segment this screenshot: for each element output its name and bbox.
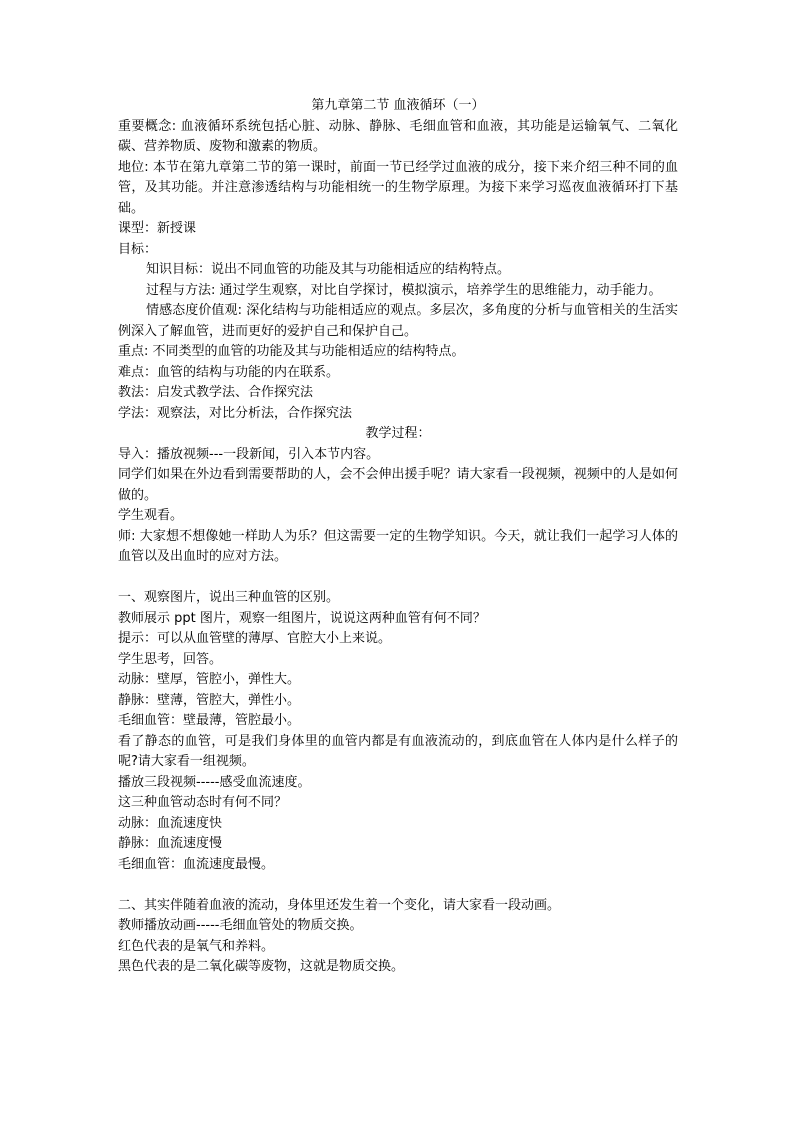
goal-knowledge: 知识目标：说出不同血管的功能及其与功能相适应的结构特点。: [146, 262, 511, 277]
capillary-structure: 毛细血管：壁最薄，管腔最小。: [118, 713, 301, 728]
goals-label: 目标：: [118, 241, 158, 257]
document-title: 第九章第二节 血液循环（一）: [311, 98, 485, 113]
difficulty: 难点：血管的结构与功能的内在联系。: [118, 364, 340, 380]
section2-red: 红色代表的是氧气和养料。: [118, 938, 275, 954]
lesson-type: 课型：新授课: [118, 221, 197, 236]
blank-line: [118, 568, 678, 589]
artery-structure: 动脉：壁厚，管腔小，弹性大。: [118, 672, 301, 687]
section1-transition: 看了静态的血管，可是我们身体里的血管内都是有血液流动的，到底血管在人体内是什么样子的呢?请大家看一组视频。: [118, 733, 678, 769]
learning-method: 学法：观察法，对比分析法，合作探究法: [118, 405, 353, 421]
vein-structure: 静脉：壁薄，管腔大，弹性小。: [118, 692, 301, 708]
blank-line: [118, 875, 678, 896]
intro-question: 同学们如果在外边看到需要帮助的人，会不会伸出援手呢？请大家看一段视频，视频中的人是如何做的。: [118, 467, 678, 503]
artery-speed: 动脉：血流速度快: [118, 815, 223, 831]
important-concept: 重要概念: 血液循环系统包括心脏、动脉、静脉、毛细血管和血液，其功能是运输氧气、二氧化碳、营养物质、废物和激素的物质。: [118, 118, 678, 154]
teacher-intro: 师: 大家想不想像她一样助人为乐？但这需要一定的生物学知识。今天，就让我们一起学习人体的血管以及出血时的应对方法。: [118, 528, 678, 564]
intro: 导入：播放视频---一段新闻，引入本节内容。: [118, 446, 380, 462]
students-watch: 学生观看。: [118, 508, 184, 523]
goal-process: 过程与方法: 通过学生观察，对比自学探讨，模拟演示，培养学生的思维能力，动手能力。: [146, 282, 662, 298]
section1-answer: 学生思考，回答。: [118, 651, 223, 667]
vein-speed: 静脉：血流速度慢: [118, 836, 223, 851]
process-heading: 教学过程：: [365, 426, 431, 441]
section2-heading: 二、其实伴随着血液的流动，身体里还发生着一个变化，请大家看一段动画。: [118, 897, 561, 913]
teaching-method: 教法：启发式教学法、合作探究法: [118, 385, 314, 400]
capillary-speed: 毛细血管：血流速度最慢。: [118, 856, 275, 872]
key-point: 重点: 不同类型的血管的功能及其与功能相适应的结构特点。: [118, 344, 465, 359]
section2-black: 黑色代表的是二氧化碳等废物，这就是物质交换。: [118, 959, 405, 974]
lesson-position: 地位: 本节在第九章第二节的第一课时，前面一节已经学过血液的成分，接下来介绍三种不同的血管，及其功能。并注意渗透结构与功能相统一的生物学原理。为接下来学习巡夜血液循环打下基础。: [118, 159, 678, 216]
goal-attitude: 情感态度价值观: 深化结构与功能相适应的观点。多层次，多角度的分析与血管相关的生活实例深入了解血管，进而更好的爱护自己和保护自己。: [118, 303, 678, 339]
section1-hint: 提示：可以从血管壁的薄厚、官腔大小上来说。: [118, 631, 392, 646]
section1-show: 教师展示 ppt 图片，观察一组图片，说说这两种血管有何不同？: [118, 610, 486, 626]
section1-question: 这三种血管动态时有何不同？: [118, 795, 288, 810]
section2-animation: 教师播放动画-----毛细血管处的物质交换。: [118, 918, 363, 933]
document-page: [118, 96, 678, 978]
section1-video: 播放三段视频-----感受血流速度。: [118, 774, 311, 790]
section1-heading: 一、观察图片，说出三种血管的区别。: [118, 590, 340, 605]
